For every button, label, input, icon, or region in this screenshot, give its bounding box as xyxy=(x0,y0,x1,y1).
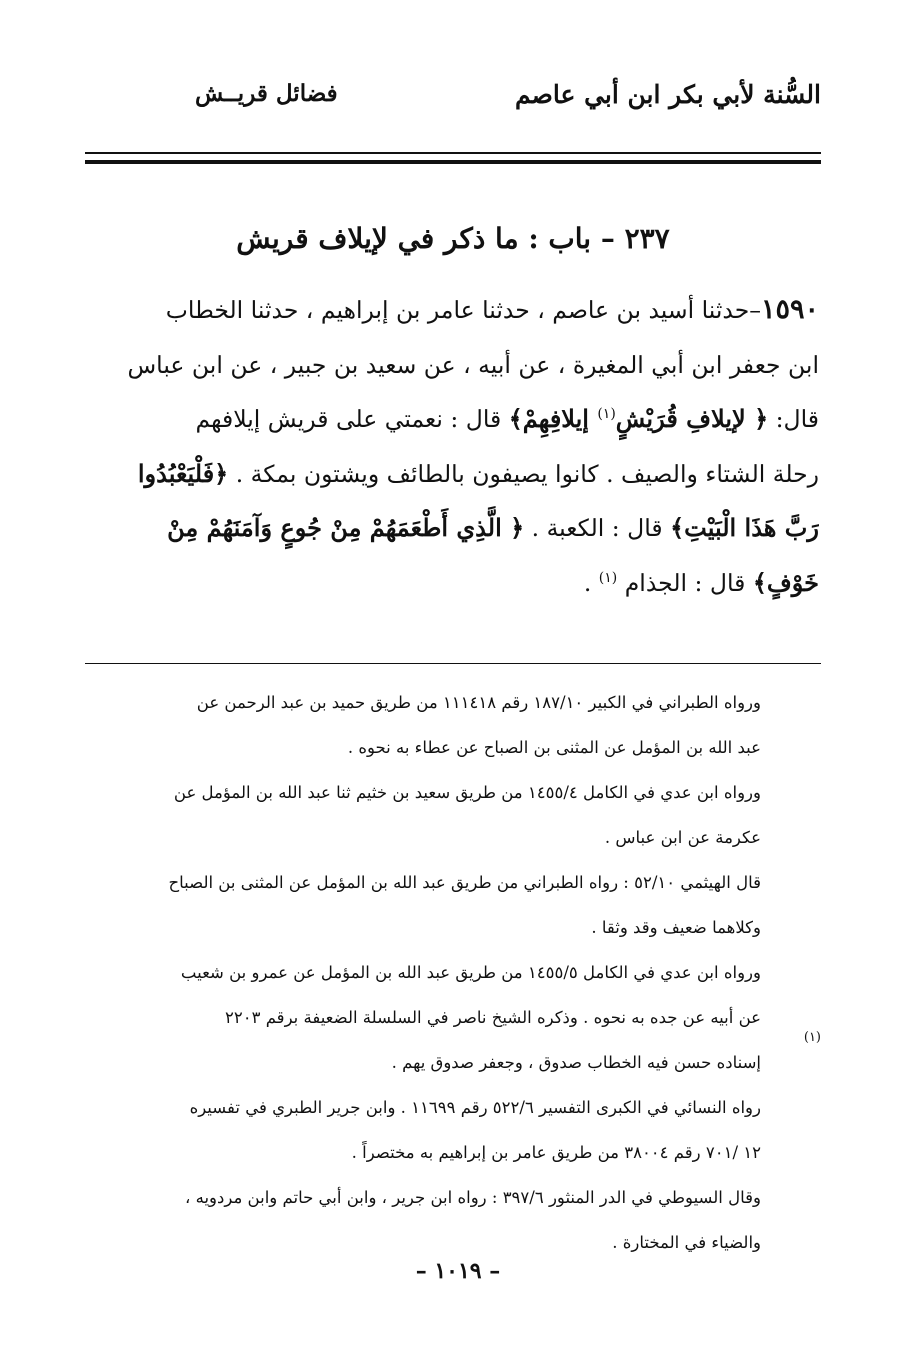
hadith-line xyxy=(80,501,819,556)
hadith-line-text: قال : نعمتي على قريش إيلافهم xyxy=(195,405,509,433)
quran-verse: ﴿فَلْيَعْبُدُوا xyxy=(137,458,229,488)
hadith-line xyxy=(80,447,819,502)
footnote-line: وكلاهما ضعيف وقد وثقا . xyxy=(591,918,761,937)
hadith-line xyxy=(80,556,819,611)
hadith-line-text: ابن جعفر ابن أبي المغيرة ، عن أبيه ، عن سعيد بن جبير ، عن ابن عباس xyxy=(127,350,819,379)
hadith-line-text: قال : الكعبة . xyxy=(524,514,671,542)
footnote-line: رواه النسائي في الكبرى التفسير ٥٢٢/٦ رقم ١١٦٩٩ . وابن جرير الطبري في تفسيره xyxy=(189,1098,761,1117)
footnote-ref: (١) xyxy=(597,406,616,423)
quran-verse: ﴿ لإيلافِ قُرَيْشٍ xyxy=(615,404,769,433)
footnote-line: إسناده حسن فيه الخطاب صدوق ، وجعفر صدوق يهم . xyxy=(391,1053,761,1072)
page-number: – ١٠١٩ – xyxy=(415,1258,501,1284)
footnote-ref: (١) xyxy=(598,569,618,586)
hadith-number: ١٥٩٠ xyxy=(760,294,819,325)
running-header xyxy=(195,80,821,128)
hadith-line xyxy=(80,392,819,447)
footnote-marker: (١) xyxy=(803,1030,821,1045)
chapter-heading: ٢٣٧ – باب : ما ذكر في لإيلاف قريش xyxy=(236,222,670,255)
header-rule-thin xyxy=(85,152,821,154)
header-rule-thick xyxy=(85,160,821,164)
hadith-line-text: –حدثنا أسيد بن عاصم ، حدثنا عامر بن إبراهيم ، حدثنا الخطاب xyxy=(165,296,761,324)
hadith-line-text: رحلة الشتاء والصيف . كانوا يصيفون بالطائف ويشتون بمكة . xyxy=(228,459,819,488)
quran-verse: خَوْفٍ﴾ xyxy=(752,567,819,597)
hadith-line-text: قال : الجذام xyxy=(617,568,753,597)
hadith-text xyxy=(80,283,819,610)
footnote-line: ورواه ابن عدي في الكامل ١٤٥٥/٤ من طريق سعيد بن خثيم ثنا عبد الله بن المؤمل عن xyxy=(173,783,761,802)
book-title: السُّنة لأبي بكر ابن أبي عاصم xyxy=(514,80,821,109)
section-title: فضائل قريــش xyxy=(195,80,338,107)
hadith-line-text: . xyxy=(583,568,599,597)
hadith-line-text: قال: xyxy=(768,405,819,433)
footnote-line: وقال السيوطي في الدر المنثور ٣٩٧/٦ : رواه ابن جرير ، وابن أبي حاتم وابن مردويه ، xyxy=(185,1188,761,1207)
footnote-line: عكرمة عن ابن عباس . xyxy=(604,828,761,847)
footnote-line: ١٢ /٧٠١ رقم ٣٨٠٠٤ من طريق عامر بن إبراهيم به مختصراً . xyxy=(351,1143,761,1162)
footnote-line: ورواه ابن عدي في الكامل ١٤٥٥/٥ من طريق عبد الله بن المؤمل عن عمرو بن شعيب xyxy=(180,963,761,982)
footnote-line: قال الهيثمي ٥٢/١٠ : رواه الطبراني من طريق عبد الله بن المؤمل عن المثنى بن الصباح xyxy=(168,873,761,892)
footnote-separator xyxy=(85,663,821,664)
quran-verse: إيلافِهِمْ﴾ xyxy=(508,404,598,433)
quran-verse: رَبَّ هَذَا الْبَيْتِ﴾ xyxy=(670,513,819,542)
hadith-line xyxy=(80,338,819,393)
hadith-line xyxy=(80,283,819,338)
footnote-line: والضياء في المختارة . xyxy=(612,1233,761,1252)
footnotes xyxy=(85,680,761,1265)
footnote-line: عن أبيه عن جده به نحوه . وذكره الشيخ ناصر في السلسلة الضعيفة برقم ٢٢٠٣ xyxy=(225,1008,761,1027)
footnote-line: عبد الله بن المؤمل عن المثنى بن الصباح عن عطاء به نحوه . xyxy=(347,738,761,757)
footnote-line: ورواه الطبراني في الكبير ١٨٧/١٠ رقم ١١١٤١٨ من طريق حميد بن عبد الرحمن عن xyxy=(196,693,761,712)
quran-verse: ﴿ الَّذِي أَطْعَمَهُمْ مِنْ جُوعٍ وَآمَنَهُمْ مِنْ xyxy=(167,513,525,542)
